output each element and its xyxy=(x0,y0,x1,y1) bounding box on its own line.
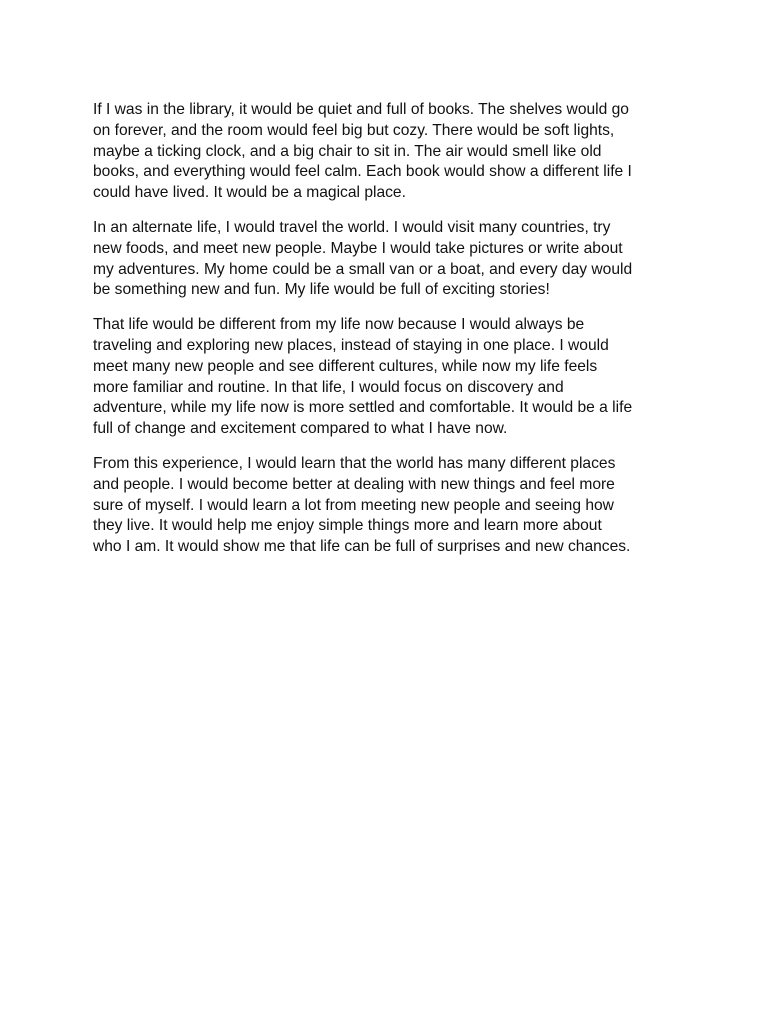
paragraph-alternate-life xyxy=(93,218,683,301)
text-line: traveling and exploring new places, instead of staying in one place. I would xyxy=(93,336,609,354)
text-line: on forever, and the room would feel big but cozy. There would be soft lights, xyxy=(93,121,615,139)
text-line: meet many new people and see different cultures, while now my life feels xyxy=(93,357,598,375)
text-line: From this experience, I would learn that the world has many different places xyxy=(93,454,616,472)
text-line: new foods, and meet new people. Maybe I would take pictures or write about xyxy=(93,239,623,257)
text-line: That life would be different from my life now because I would always be xyxy=(93,316,585,334)
paragraph-library xyxy=(93,100,683,204)
text-line: maybe a ticking clock, and a big chair to sit in. The air would smell like old xyxy=(93,142,602,160)
text-line: be something new and fun. My life would be full of exciting stories! xyxy=(93,281,550,299)
text-line: full of change and excitement compared to what I have now. xyxy=(93,420,508,438)
paragraph-lessons xyxy=(93,454,683,558)
text-line: my adventures. My home could be a small van or a boat, and every day would xyxy=(93,260,633,278)
paragraph-comparison xyxy=(93,315,683,440)
text-line: If I was in the library, it would be quiet and full of books. The shelves would go xyxy=(93,101,629,118)
text-line: could have lived. It would be a magical place. xyxy=(93,184,406,202)
text-line: and people. I would become better at dealing with new things and feel more xyxy=(93,475,615,493)
text-line: more familiar and routine. In that life, I would focus on discovery and xyxy=(93,378,564,396)
text-line: adventure, while my life now is more settled and comfortable. It would be a life xyxy=(93,399,633,417)
text-line: In an alternate life, I would travel the world. I would visit many countries, try xyxy=(93,218,611,236)
text-line: they live. It would help me enjoy simple things more and learn more about xyxy=(93,517,602,535)
text-line: books, and everything would feel calm. Each book would show a different life I xyxy=(93,163,632,181)
document-body xyxy=(93,100,683,572)
text-line: sure of myself. I would learn a lot from meeting new people and seeing how xyxy=(93,496,614,514)
text-line: who I am. It would show me that life can be full of surprises and new chances. xyxy=(93,538,631,556)
